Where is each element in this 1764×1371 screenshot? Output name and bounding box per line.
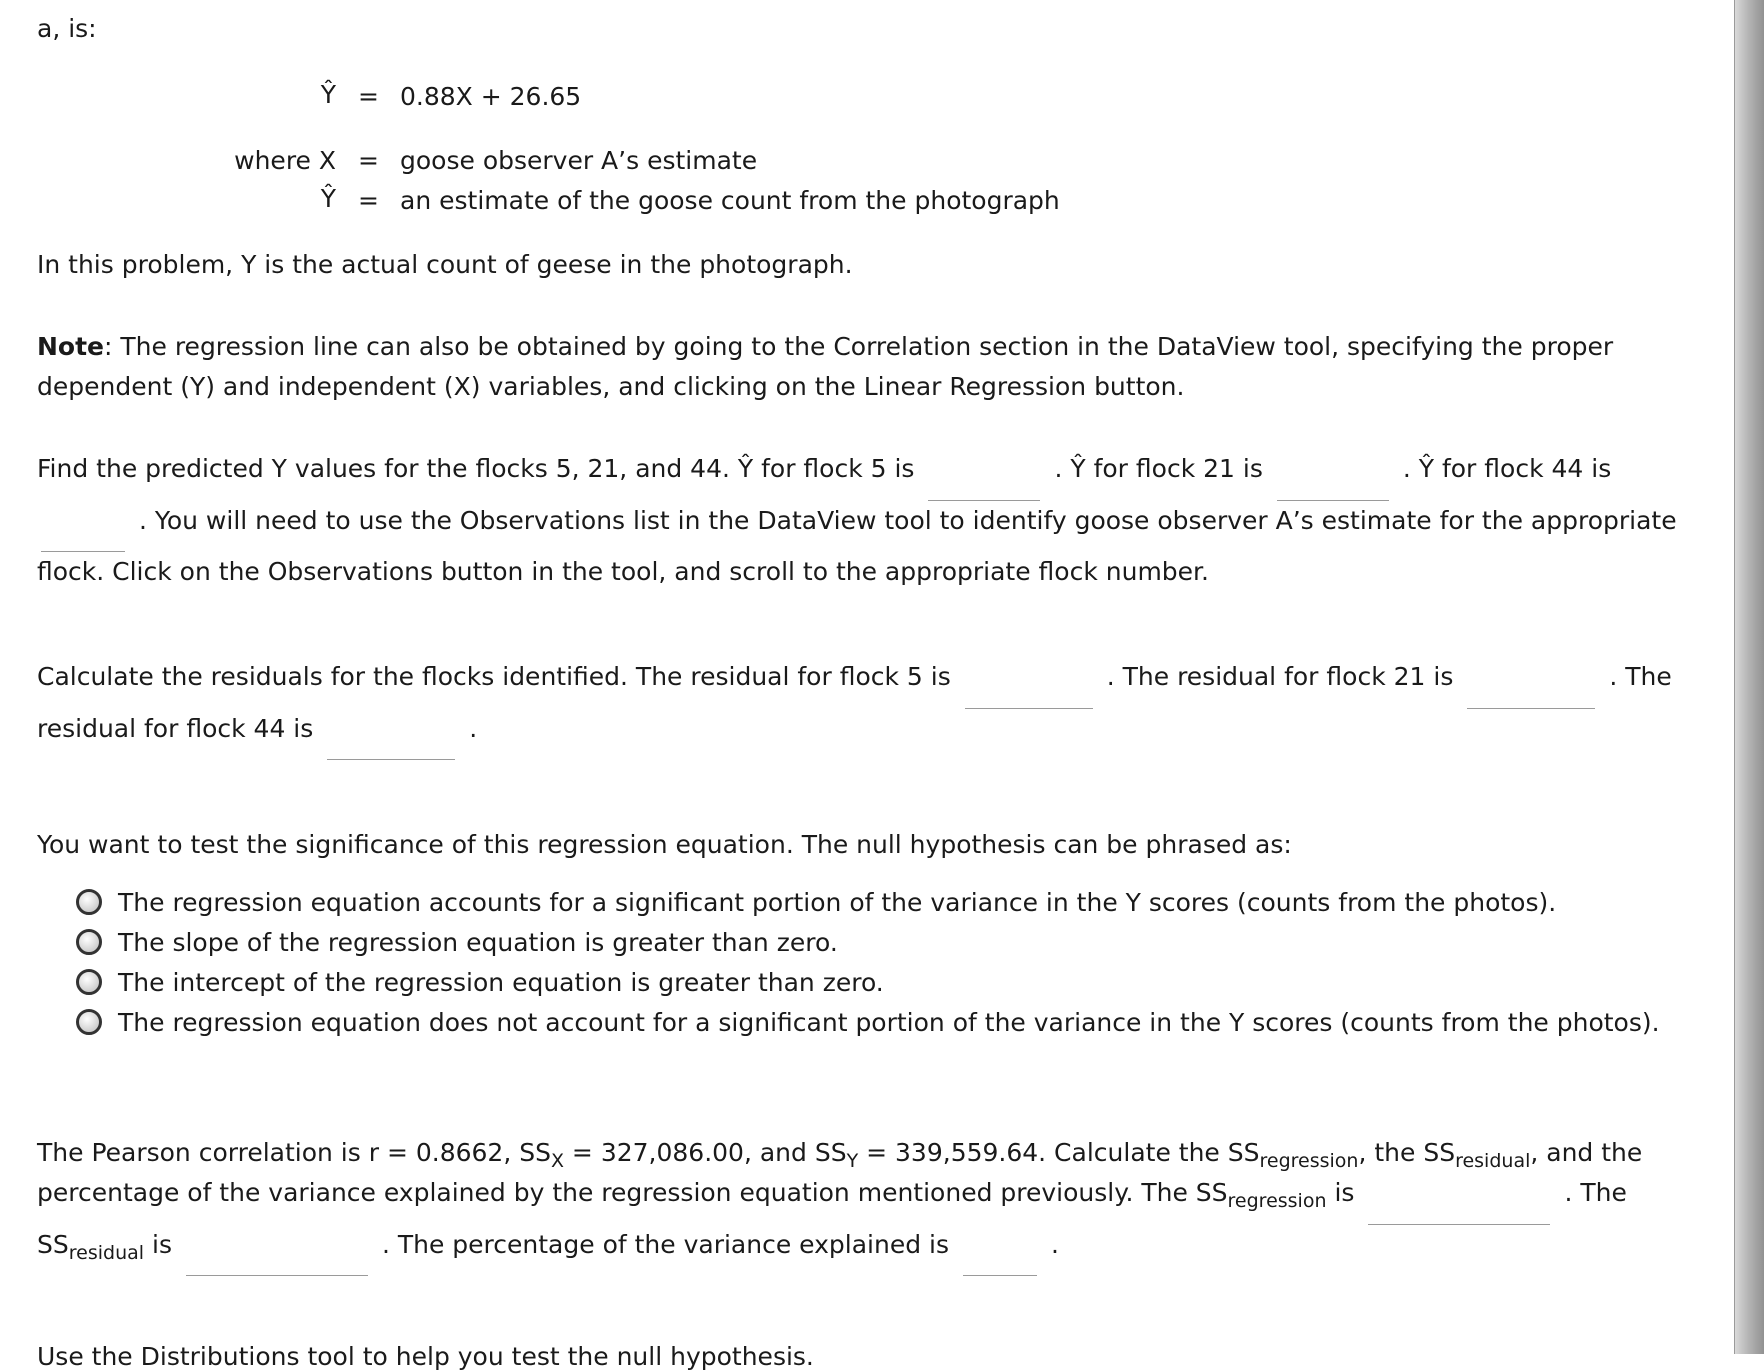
equation-equals: = (358, 146, 379, 175)
predict-text: . You will need to use the Observations list in the DataView tool to identify goose observer A’s estimate for the appropriate flock. Click on the Observations button in the tool, and scroll to the appropriate flock number. (37, 505, 1677, 586)
ss-regression-input[interactable] (1368, 1194, 1550, 1225)
note-paragraph (37, 327, 1697, 407)
ss-text: , the SS (1358, 1138, 1456, 1167)
residuals-text: Calculate the residuals for the flocks identified. The residual for flock 5 is (37, 662, 951, 691)
equation-equals: = (358, 186, 379, 215)
note-label: Note (37, 332, 105, 361)
predict-text: . Ŷ for flock 21 is (1054, 454, 1263, 483)
ss-text: = 339,559.64. Calculate the SS (858, 1138, 1260, 1167)
subscript-residual: residual (1455, 1150, 1531, 1172)
equation-equals: = (358, 82, 379, 111)
instruction-continuation: a, is: (37, 14, 97, 43)
ss-text: is (1326, 1178, 1355, 1207)
subscript-y: Y (846, 1150, 859, 1172)
yhat-flock-5-input[interactable] (928, 470, 1040, 501)
y-definition: In this problem, Y is the actual count of geese in the photograph. (37, 250, 853, 279)
predicted-values-paragraph (37, 449, 1697, 592)
option-label[interactable]: The slope of the regression equation is greater than zero. (118, 927, 838, 957)
residual-flock-5-input[interactable] (965, 678, 1093, 709)
residual-flock-21-input[interactable] (1467, 678, 1595, 709)
radio-button[interactable] (76, 889, 102, 915)
subscript-x: X (550, 1150, 564, 1172)
null-hypothesis-question: You want to test the significance of this regression equation. The null hypothesis can be phrased as: (37, 830, 1292, 859)
residuals-paragraph (37, 657, 1697, 760)
subscript-residual: residual (68, 1241, 145, 1264)
equation-lhs-x: where X (234, 146, 336, 175)
residuals-text: . (469, 713, 478, 743)
radio-button[interactable] (76, 1009, 102, 1035)
null-hypothesis-option[interactable] (76, 962, 1660, 1002)
subscript-regression: regression (1227, 1190, 1327, 1212)
equation-yhat-definition: an estimate of the goose count from the photograph (400, 186, 1060, 215)
variance-explained-input[interactable] (963, 1245, 1037, 1276)
residuals-text: . The residual for flock 44 is (37, 662, 1672, 743)
ss-text: . The percentage of the variance explained is (381, 1229, 949, 1259)
ss-text: The Pearson correlation is r = 0.8662, SS (37, 1138, 551, 1167)
null-hypothesis-options (76, 882, 1660, 1042)
ss-text: , and the percentage of the variance explained by the regression equation mentioned previously. The SS (37, 1138, 1643, 1207)
null-hypothesis-option[interactable] (76, 882, 1660, 922)
equation-x-definition: goose observer A’s estimate (400, 146, 758, 175)
equation-lhs-yhat: Ŷ (320, 184, 336, 213)
option-label[interactable]: The regression equation accounts for a significant portion of the variance in the Y scores (counts from the photos). (118, 887, 1557, 917)
null-hypothesis-option[interactable] (76, 922, 1660, 962)
option-label[interactable]: The intercept of the regression equation is greater than zero. (118, 967, 884, 997)
predict-text: . Ŷ for flock 44 is (1402, 454, 1612, 483)
ss-text: = 327,086.00, and SS (563, 1138, 847, 1167)
vertical-scrollbar[interactable] (1734, 0, 1764, 1354)
yhat-flock-21-input[interactable] (1277, 470, 1389, 501)
ss-residual-input[interactable] (186, 1245, 368, 1276)
subscript-regression: regression (1259, 1150, 1359, 1172)
residual-flock-44-input[interactable] (327, 729, 455, 760)
yhat-flock-44-input[interactable] (41, 521, 125, 552)
cut-off-distributions-instruction: Use the Distributions tool to help you test the null hypothesis. (37, 1342, 814, 1371)
ss-text: . The SS (37, 1178, 1627, 1259)
ss-text: . (1051, 1229, 1059, 1259)
note-text: : The regression line can also be obtained by going to the Correlation section in the DataView tool, specifying the proper dependent (Y) and independent (X) variables, and clicking on the Linear Regression button. (37, 332, 1614, 401)
equation-lhs-yhat: Ŷ (320, 80, 336, 109)
radio-button[interactable] (76, 969, 102, 995)
equation-formula: 0.88X + 26.65 (400, 82, 582, 111)
predict-text: Find the predicted Y values for the flocks 5, 21, and 44. Ŷ for flock 5 is (37, 454, 915, 483)
residuals-text: . The residual for flock 21 is (1106, 662, 1454, 691)
null-hypothesis-option[interactable] (76, 1002, 1660, 1042)
radio-button[interactable] (76, 929, 102, 955)
sums-of-squares-paragraph (37, 1133, 1697, 1276)
option-label[interactable]: The regression equation does not account for a significant portion of the variance in the Y scores (counts from the photos). (118, 1007, 1660, 1037)
ss-text: is (144, 1229, 172, 1259)
